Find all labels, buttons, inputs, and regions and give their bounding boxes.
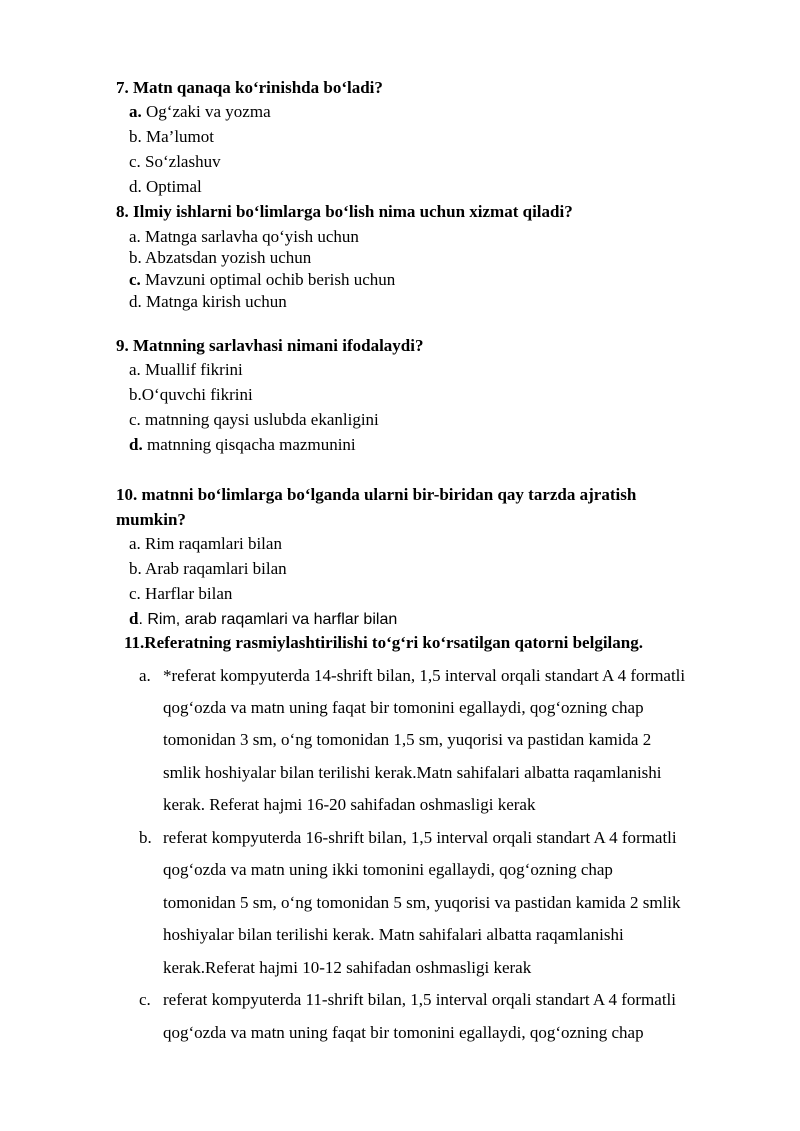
option-text: So‘zlashuv xyxy=(140,152,221,171)
question-8-option-d xyxy=(129,290,287,314)
question-11-option-b-line: hoshiyalar bilan terilishi kerak. Matn sahifalari albatta raqamlanishi xyxy=(163,925,624,944)
option-text: Arab raqamlari bilan xyxy=(141,559,287,578)
question-11-option-a-letter: a. xyxy=(139,666,151,685)
question-10-option-d xyxy=(129,607,397,632)
question-11-option-a-line: tomonidan 3 sm, o‘ng tomonidan 1,5 sm, yuqorisi va pastidan kamida 2 xyxy=(163,730,652,749)
option-letter: a. xyxy=(129,102,142,121)
question-10-title-line1: 10. matnni bo‘limlarga bo‘lganda ularni bir-biridan qay tarzda ajratish xyxy=(116,485,637,504)
question-11-option-a-line: *referat kompyuterda 14-shrift bilan, 1,5 interval orqali standart A 4 formatli xyxy=(163,666,686,685)
question-10-option-b xyxy=(129,557,287,581)
option-text: Matnga kirish uchun xyxy=(141,292,287,311)
question-8-option-c xyxy=(129,268,395,292)
option-text: Optimal xyxy=(141,177,202,196)
question-11-option-a-line: kerak. Referat hajmi 16-20 sahifadan oshmasligi kerak xyxy=(163,795,536,814)
question-11-option-b-letter: b. xyxy=(139,828,152,847)
question-9-option-d xyxy=(129,433,356,457)
option-letter: c. xyxy=(129,270,141,289)
question-11-option-c-letter: c. xyxy=(139,990,151,1009)
question-10-option-c xyxy=(129,582,232,606)
option-letter: c. xyxy=(129,410,141,429)
option-text: Matnga sarlavha qo‘yish uchun xyxy=(140,227,359,246)
option-letter: d xyxy=(129,609,139,628)
question-10-title-line2: mumkin? xyxy=(116,510,186,529)
option-text: Muallif fikrini xyxy=(140,360,243,379)
question-7-option-d xyxy=(129,175,202,199)
question-8-option-b xyxy=(129,246,311,270)
option-letter: a. xyxy=(129,360,141,379)
option-letter: b. xyxy=(129,385,142,404)
question-10-option-a xyxy=(129,532,282,556)
option-text: matnning qisqacha mazmunini xyxy=(142,435,356,454)
question-11-option-b-line: referat kompyuterda 16-shrift bilan, 1,5 interval orqali standart A 4 formatli xyxy=(163,828,677,847)
question-7-option-c xyxy=(129,150,221,174)
option-text: Og‘zaki va yozma xyxy=(141,102,271,121)
option-text: Abzatsdan yozish uchun xyxy=(141,248,312,267)
question-7-title: 7. Matn qanaqa ko‘rinishda bo‘ladi? xyxy=(116,78,383,97)
option-letter: a. xyxy=(129,227,141,246)
question-9-option-c xyxy=(129,408,379,432)
question-7-option-b xyxy=(129,125,214,149)
question-9-option-b xyxy=(129,383,253,407)
question-11-title: 11.Referatning rasmiylashtirilishi to‘g‘ri ko‘rsatilgan qatorni belgilang. xyxy=(124,633,643,652)
option-letter: b. xyxy=(129,248,142,267)
question-11-option-b-line: qog‘ozda va matn uning ikki tomonini egallaydi, qog‘ozning chap xyxy=(163,860,613,879)
option-letter: b. xyxy=(129,127,142,146)
option-text: . Rim, arab raqamlari va harflar bilan xyxy=(138,611,398,628)
option-letter: d. xyxy=(129,292,142,311)
question-11-option-a-line: smlik hoshiyalar bilan terilishi kerak.Matn sahifalari albatta raqamlanishi xyxy=(163,763,662,782)
option-text: Rim raqamlari bilan xyxy=(140,534,282,553)
option-letter: d. xyxy=(129,435,143,454)
question-9-title: 9. Matnning sarlavhasi nimani ifodalaydi? xyxy=(116,336,424,355)
option-text: Ma’lumot xyxy=(141,127,214,146)
question-11-option-b-line: tomonidan 5 sm, o‘ng tomonidan 5 sm, yuqorisi va pastidan kamida 2 smlik xyxy=(163,893,681,912)
question-11-option-c-line: qog‘ozda va matn uning faqat bir tomonini egallaydi, qog‘ozning chap xyxy=(163,1023,644,1042)
question-8-title: 8. Ilmiy ishlarni bo‘limlarga bo‘lish nima uchun xizmat qiladi? xyxy=(116,202,573,221)
question-9-option-a xyxy=(129,358,243,382)
option-letter: c. xyxy=(129,584,141,603)
option-text: Mavzuni optimal ochib berish uchun xyxy=(140,270,396,289)
option-letter: d. xyxy=(129,177,142,196)
option-text: Harflar bilan xyxy=(140,584,233,603)
option-text: matnning qaysi uslubda ekanligini xyxy=(140,410,379,429)
question-7-option-a xyxy=(129,100,271,124)
question-11-option-b-line: kerak.Referat hajmi 10-12 sahifadan oshmasligi kerak xyxy=(163,958,532,977)
option-letter: a. xyxy=(129,534,141,553)
question-11-option-a-line: qog‘ozda va matn uning faqat bir tomonini egallaydi, qog‘ozning chap xyxy=(163,698,644,717)
option-letter: c. xyxy=(129,152,141,171)
question-11-option-c-line: referat kompyuterda 11-shrift bilan, 1,5 interval orqali standart A 4 formatli xyxy=(163,990,676,1009)
option-text: O‘quvchi fikrini xyxy=(141,385,253,404)
option-letter: b. xyxy=(129,559,142,578)
